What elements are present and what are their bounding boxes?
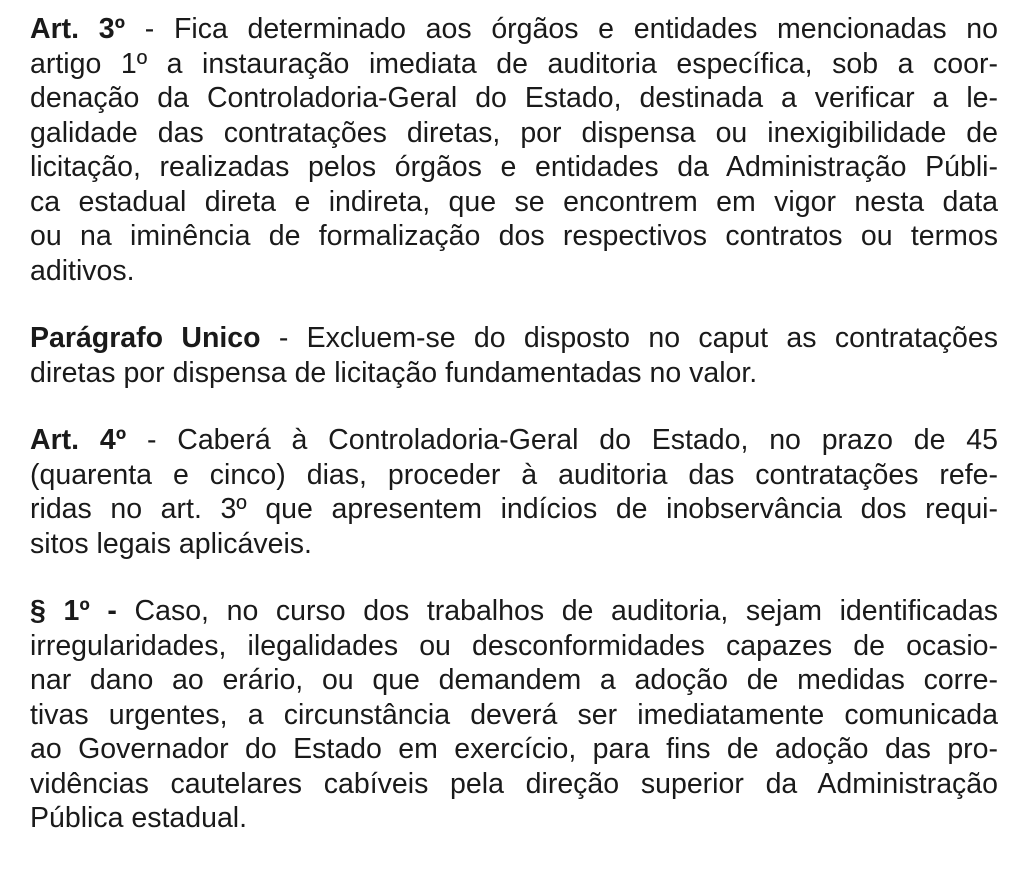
paragraph-art-4 <box>30 423 998 561</box>
paragraph-section-1 <box>30 594 998 836</box>
article-heading: Art. 3º <box>30 13 126 45</box>
text-line: ca estadual direta e indireta, que se encontrem em vigor nesta data <box>30 185 998 218</box>
text-line: sitos legais aplicáveis. <box>30 527 312 560</box>
document-page <box>30 12 998 869</box>
text-line: Pública estadual. <box>30 802 248 834</box>
text-line: artigo 1º a instauração imediata de auditoria específica, sob a coor- <box>30 47 998 80</box>
text-line: galidade das contratações diretas, por dispensa ou inexigibilidade de <box>30 116 998 149</box>
text-fragment: - Caberá à Controladoria-Geral do Estado, no prazo de 45 <box>126 424 998 456</box>
text-line: ao Governador do Estado em exercício, para fins de adoção das pro- <box>30 733 998 765</box>
text-line <box>30 12 998 47</box>
text-fragment: - Fica determinado aos órgãos e entidades mencionadas no <box>125 13 998 45</box>
paragraph-sole <box>30 321 998 390</box>
text-line: nar dano ao erário, ou que demandem a adoção de medidas corre- <box>30 664 998 696</box>
text-fragment: - Excluem-se do disposto no caput as contratações <box>260 322 999 354</box>
text-line: irregularidades, ilegalidades ou desconformidades capazes de ocasio- <box>30 629 998 662</box>
section-heading: § 1º - <box>30 595 117 627</box>
text-line <box>30 594 998 629</box>
text-line <box>30 423 998 458</box>
text-line: ou na iminência de formalização dos respectivos contratos ou termos <box>30 220 998 252</box>
text-line: licitação, realizadas pelos órgãos e entidades da Administração Públi- <box>30 151 998 183</box>
text-line: (quarenta e cinco) dias, proceder à auditoria das contratações refe- <box>30 458 998 491</box>
paragraph-heading: Parágrafo Unico <box>30 322 261 354</box>
text-line: tivas urgentes, a circunstância deverá ser imediatamente comunicada <box>30 698 998 731</box>
text-line: ridas no art. 3º que apresentem indícios de inobservância dos requi- <box>30 493 998 525</box>
paragraph-art-3 <box>30 12 998 288</box>
text-fragment: Caso, no curso dos trabalhos de auditoria, sejam identificadas <box>116 595 999 627</box>
text-line <box>30 321 998 356</box>
article-heading: Art. 4º <box>30 424 127 456</box>
text-line: vidências cautelares cabíveis pela direção superior da Administração <box>30 767 998 800</box>
text-line: diretas por dispensa de licitação fundamentadas no valor. <box>30 356 758 389</box>
text-line: aditivos. <box>30 254 135 287</box>
text-line: denação da Controladoria-Geral do Estado, destinada a verificar a le- <box>30 82 998 114</box>
